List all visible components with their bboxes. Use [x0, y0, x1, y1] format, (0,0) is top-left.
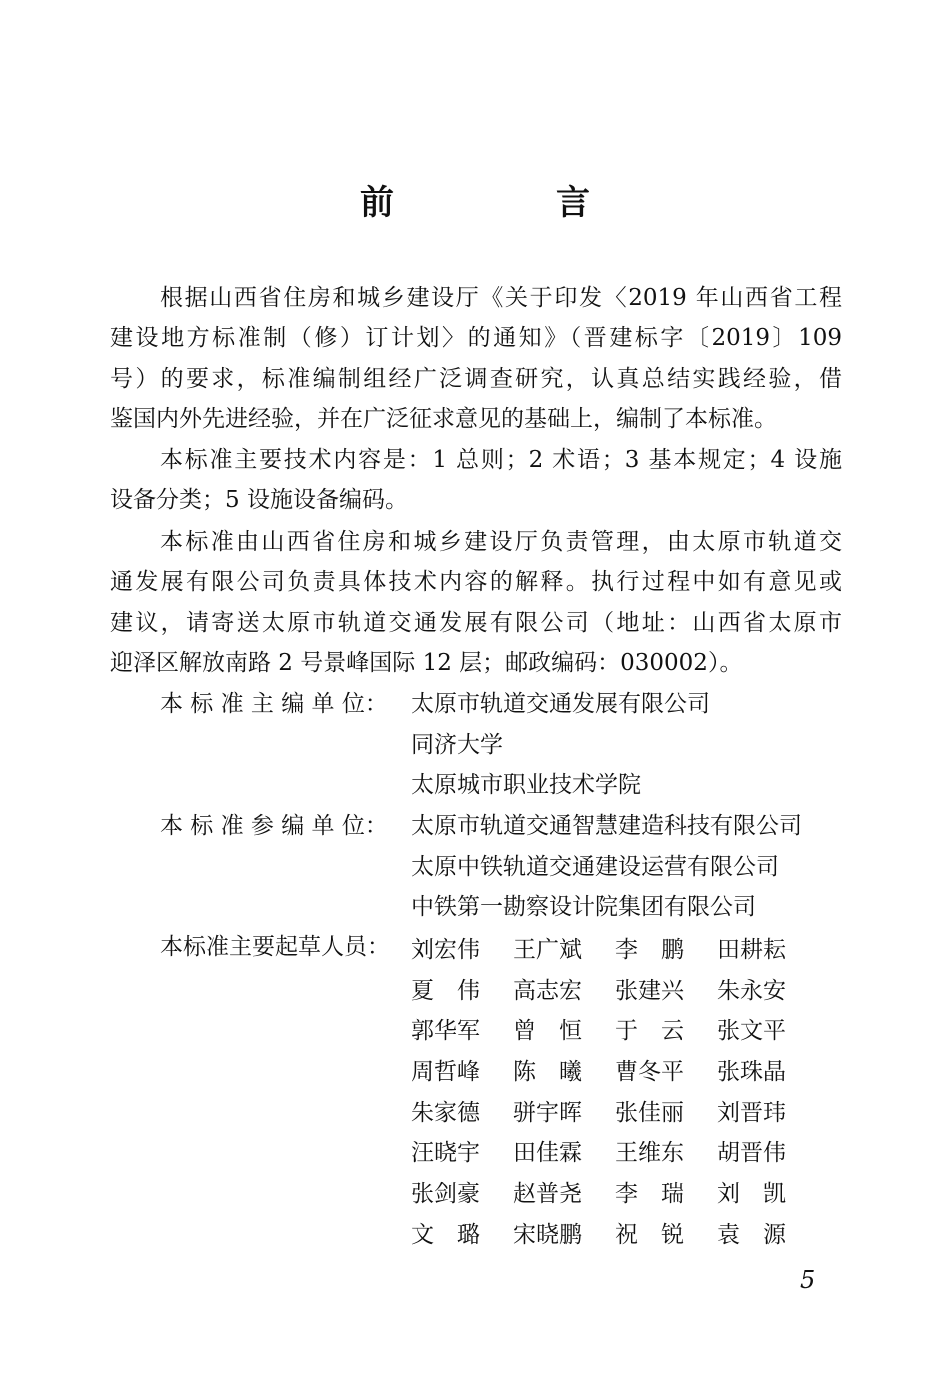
chief-units-label: 本 标 准 主 编 单 位： [160, 691, 388, 717]
drafter-row [411, 1049, 819, 1090]
paragraph-line: 根据山西省住房和城乡建设厅《关于印发〈2019 年山西省工程 [160, 285, 842, 311]
paragraph-management-cont [110, 562, 842, 684]
drafter-name: 张剑豪 [411, 1180, 480, 1207]
drafter-name: 于 云 [615, 1018, 684, 1045]
drafter-name: 田耕耘 [717, 936, 786, 963]
drafter-name: 刘晋玮 [717, 1099, 786, 1126]
paragraph-line: 建议，请寄送太原市轨道交通发展有限公司（地址：山西省太原市 [110, 609, 842, 636]
drafter-name: 夏 伟 [411, 977, 480, 1004]
drafter-name: 刘宏伟 [411, 936, 480, 963]
participating-units-label: 本 标 准 参 编 单 位： [160, 813, 388, 839]
drafter-row [411, 1130, 819, 1171]
drafter-row [411, 927, 819, 968]
paragraph-line: 设备分类；5 设施设备编码。 [110, 487, 408, 513]
drafter-name: 田佳霖 [513, 1140, 582, 1167]
drafter-name: 王广斌 [513, 936, 582, 963]
paragraph-contents-cont [110, 480, 842, 521]
drafter-name: 张文平 [717, 1018, 786, 1045]
participating-unit: 太原中铁轨道交通建设运营有限公司 [411, 854, 779, 880]
paragraph-line: 号）的要求，标准编制组经广泛调查研究，认真总结实践经验，借 [110, 365, 842, 392]
drafter-name: 郭华军 [411, 1018, 480, 1045]
drafter-name: 胡晋伟 [717, 1140, 786, 1167]
chief-unit: 太原城市职业技术学院 [411, 772, 641, 798]
paragraph-line: 迎泽区解放南路 2 号景峰国际 12 层；邮政编码：030002）。 [110, 650, 743, 676]
drafter-name: 朱永安 [717, 977, 786, 1004]
paragraph-line: 本标准主要技术内容是：1 总则；2 术语；3 基本规定；4 设施 [160, 447, 842, 473]
drafter-row [411, 968, 819, 1009]
drafters-label: 本标准主要起草人员： [160, 934, 390, 960]
paragraph-contents [110, 440, 842, 481]
drafter-name: 文 璐 [411, 1221, 480, 1248]
drafter-name: 陈 曦 [513, 1058, 582, 1085]
page-number: 5 [800, 1266, 816, 1294]
drafter-name: 刘 凯 [717, 1180, 786, 1207]
drafter-name: 张珠晶 [717, 1058, 786, 1085]
paragraph-line: 本标准由山西省住房和城乡建设厅负责管理，由太原市轨道交 [160, 529, 842, 555]
drafter-name: 宋晓鹏 [513, 1221, 582, 1248]
paragraph-line: 建设地方标准制（修）订计划〉的通知》（晋建标字〔2019〕109 [110, 325, 842, 351]
drafter-name: 袁 源 [717, 1221, 786, 1248]
drafter-name: 王维东 [615, 1140, 684, 1167]
paragraph-intro [110, 278, 842, 319]
paragraph-management [110, 522, 842, 563]
drafter-name: 张建兴 [615, 977, 684, 1004]
participating-unit: 太原市轨道交通智慧建造科技有限公司 [411, 813, 802, 839]
drafter-row [411, 1008, 819, 1049]
drafter-row [411, 1212, 819, 1253]
chief-unit: 同济大学 [411, 732, 503, 758]
drafter-name: 祝 锐 [615, 1221, 684, 1248]
drafter-name: 朱家德 [411, 1099, 480, 1126]
drafter-name: 张佳丽 [615, 1099, 684, 1126]
drafter-row [411, 1090, 819, 1131]
drafter-name: 赵普尧 [513, 1180, 582, 1207]
drafter-row [411, 1171, 819, 1212]
participating-unit: 中铁第一勘察设计院集团有限公司 [411, 894, 756, 920]
drafter-name: 周哲峰 [411, 1058, 480, 1085]
drafter-name: 骈宇晖 [513, 1099, 582, 1126]
chief-unit: 太原市轨道交通发展有限公司 [411, 691, 710, 717]
page-title: 前 言 [360, 183, 654, 223]
paragraph-line: 通发展有限公司负责具体技术内容的解释。执行过程中如有意见或 [110, 569, 842, 595]
paragraph-line: 鉴国内外先进经验，并在广泛征求意见的基础上，编制了本标准。 [110, 406, 777, 432]
drafter-name: 曹冬平 [615, 1058, 684, 1085]
drafter-name: 李 瑞 [615, 1180, 684, 1207]
drafter-name: 高志宏 [513, 977, 582, 1004]
drafter-name: 李 鹏 [615, 936, 684, 963]
drafters-list [411, 927, 819, 1253]
paragraph-intro-cont [110, 318, 842, 440]
drafter-name: 曾 恒 [513, 1018, 582, 1045]
drafter-name: 汪晓宇 [411, 1140, 480, 1167]
